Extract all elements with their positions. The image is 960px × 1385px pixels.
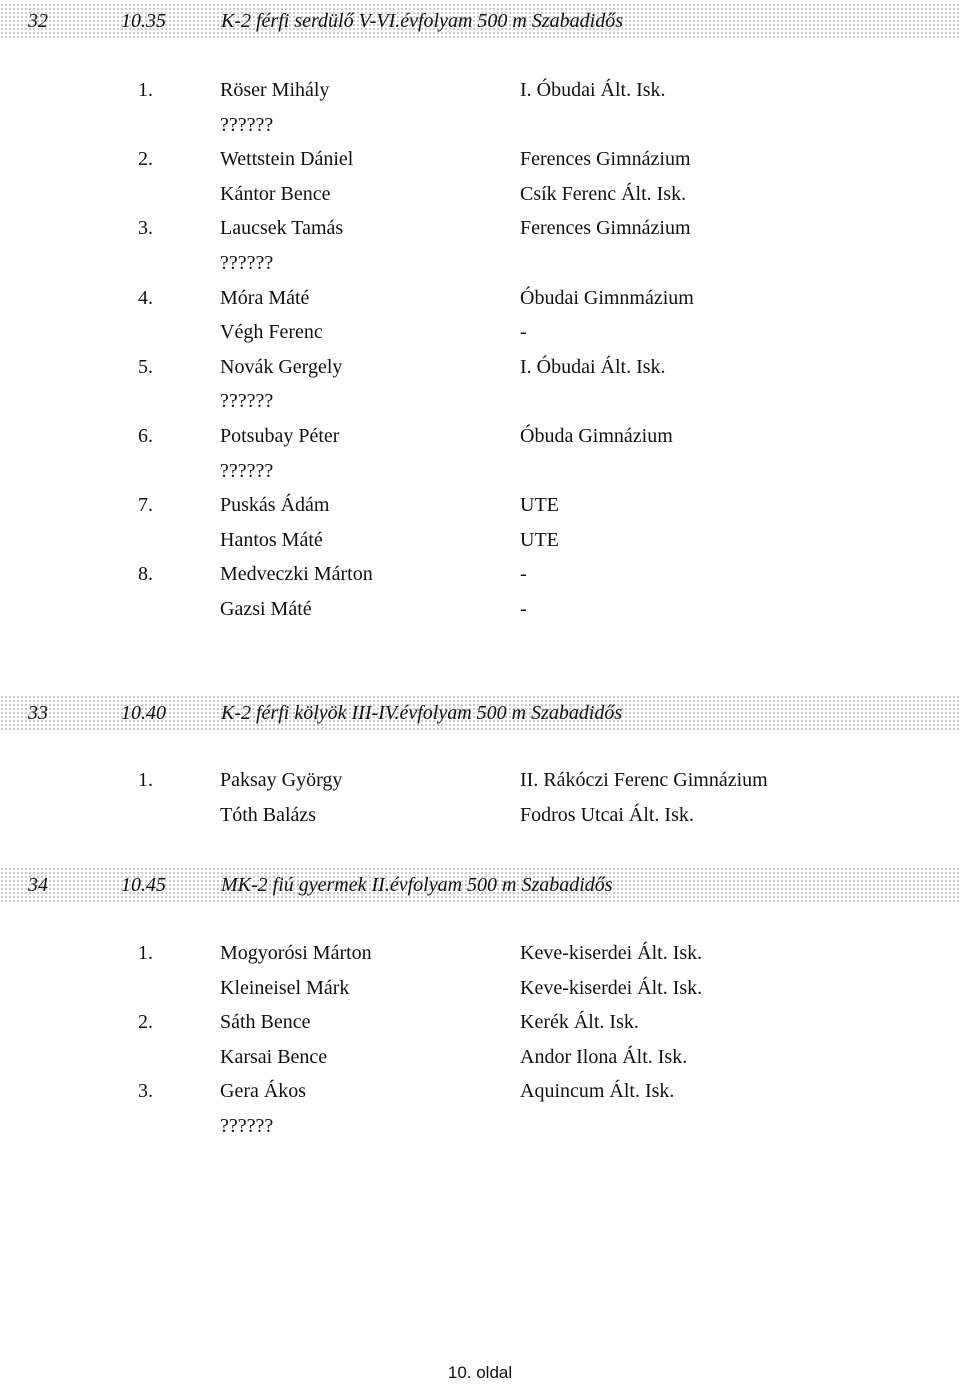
place: 1. xyxy=(138,769,153,791)
club-name: Ferences Gimnázium xyxy=(520,217,691,240)
club-name: Ferences Gimnázium xyxy=(520,148,691,171)
place: 6. xyxy=(138,424,153,447)
race-time: 10.40 xyxy=(121,702,166,724)
race-title: MK-2 fiú gyermek II.évfolyam 500 m Szabadidős xyxy=(221,874,613,896)
place: 8. xyxy=(138,563,153,586)
athlete-name: Tóth Balázs xyxy=(220,803,317,826)
entry-row xyxy=(0,1005,960,1040)
race-time: 10.45 xyxy=(121,874,166,896)
athlete-name: ?????? xyxy=(220,251,274,274)
place: 1. xyxy=(138,942,153,964)
entry-row xyxy=(0,246,960,281)
athlete-name: Gera Ákos xyxy=(220,1080,307,1103)
athlete-name: Puskás Ádám xyxy=(220,494,330,517)
athlete-name: Mogyorósi Márton xyxy=(220,942,372,964)
club-name: Keve-kiserdei Ált. Isk. xyxy=(520,942,703,964)
club-name: Csík Ferenc Ált. Isk. xyxy=(520,182,687,205)
entry-row xyxy=(0,1074,960,1109)
race-title: K-2 férfi serdülő V-VI.évfolyam 500 m Szabadidős xyxy=(221,10,623,32)
race-number: 32 xyxy=(28,10,48,32)
place: 2. xyxy=(138,1011,153,1034)
entry-row xyxy=(0,142,960,177)
athlete-name: Medveczki Márton xyxy=(220,563,373,586)
club-name: Kerék Ált. Isk. xyxy=(520,1011,639,1034)
athlete-name: Gazsi Máté xyxy=(220,597,312,620)
entry-row xyxy=(0,177,960,212)
athlete-name: ?????? xyxy=(220,1114,274,1137)
race-header xyxy=(0,3,960,39)
entry-row xyxy=(0,798,960,833)
entry-row xyxy=(0,523,960,558)
athlete-name: Potsubay Péter xyxy=(220,424,340,447)
club-name: Óbuda Gimnázium xyxy=(520,424,673,447)
race-entries xyxy=(0,763,960,832)
club-name: Aquincum Ált. Isk. xyxy=(520,1080,675,1103)
place: 1. xyxy=(138,79,153,101)
entry-row xyxy=(0,384,960,419)
entry-row xyxy=(0,281,960,316)
club-name: - xyxy=(520,563,527,586)
club-name: UTE xyxy=(520,528,559,551)
race-title: K-2 férfi kölyök III-IV.évfolyam 500 m Szabadidős xyxy=(221,702,623,724)
athlete-name: ?????? xyxy=(220,113,274,136)
entry-row xyxy=(0,488,960,523)
race-entries xyxy=(0,73,960,627)
race-entries xyxy=(0,936,960,1144)
athlete-name: Wettstein Dániel xyxy=(220,148,354,171)
athlete-name: ?????? xyxy=(220,459,274,482)
athlete-name: Móra Máté xyxy=(220,286,310,309)
athlete-name: Sáth Bence xyxy=(220,1011,311,1034)
place: 2. xyxy=(138,148,153,171)
race-header xyxy=(0,695,960,731)
club-name: Andor Ilona Ált. Isk. xyxy=(520,1045,688,1068)
entry-row xyxy=(0,350,960,385)
athlete-name: Kleineisel Márk xyxy=(220,976,350,999)
place: 7. xyxy=(138,494,153,517)
entry-row xyxy=(0,1109,960,1144)
club-name: I. Óbudai Ált. Isk. xyxy=(520,355,666,378)
club-name: Óbudai Gimnmázium xyxy=(520,286,694,309)
club-name: II. Rákóczi Ferenc Gimnázium xyxy=(520,769,768,791)
athlete-name: Novák Gergely xyxy=(220,355,343,378)
race-number: 34 xyxy=(28,874,48,896)
page-number: 10. oldal xyxy=(447,1363,513,1382)
athlete-name: Karsai Bence xyxy=(220,1045,328,1068)
athlete-name: Hantos Máté xyxy=(220,528,323,551)
race-header xyxy=(0,867,960,903)
club-name: UTE xyxy=(520,494,559,517)
club-name: Keve-kiserdei Ált. Isk. xyxy=(520,976,703,999)
entry-row xyxy=(0,592,960,627)
athlete-name: Végh Ferenc xyxy=(220,321,323,344)
athlete-name: Röser Mihály xyxy=(220,79,330,101)
entry-row xyxy=(0,108,960,143)
place: 4. xyxy=(138,286,153,309)
athlete-name: Laucsek Tamás xyxy=(220,217,344,240)
club-name: I. Óbudai Ált. Isk. xyxy=(520,79,666,101)
club-name: - xyxy=(520,597,527,620)
entry-row xyxy=(0,73,960,108)
entry-row xyxy=(0,454,960,489)
place: 3. xyxy=(138,217,153,240)
entry-row xyxy=(0,211,960,246)
athlete-name: Paksay György xyxy=(220,769,343,791)
entry-row xyxy=(0,971,960,1006)
athlete-name: ?????? xyxy=(220,390,274,413)
place: 5. xyxy=(138,355,153,378)
athlete-name: Kántor Bence xyxy=(220,182,331,205)
race-time: 10.35 xyxy=(121,10,166,32)
entry-row xyxy=(0,763,960,798)
race-number: 33 xyxy=(28,702,48,724)
entry-row xyxy=(0,557,960,592)
place: 3. xyxy=(138,1080,153,1103)
entry-row xyxy=(0,936,960,971)
entry-row xyxy=(0,315,960,350)
club-name: - xyxy=(520,321,527,344)
entry-row xyxy=(0,419,960,454)
club-name: Fodros Utcai Ált. Isk. xyxy=(520,803,694,826)
entry-row xyxy=(0,1040,960,1075)
